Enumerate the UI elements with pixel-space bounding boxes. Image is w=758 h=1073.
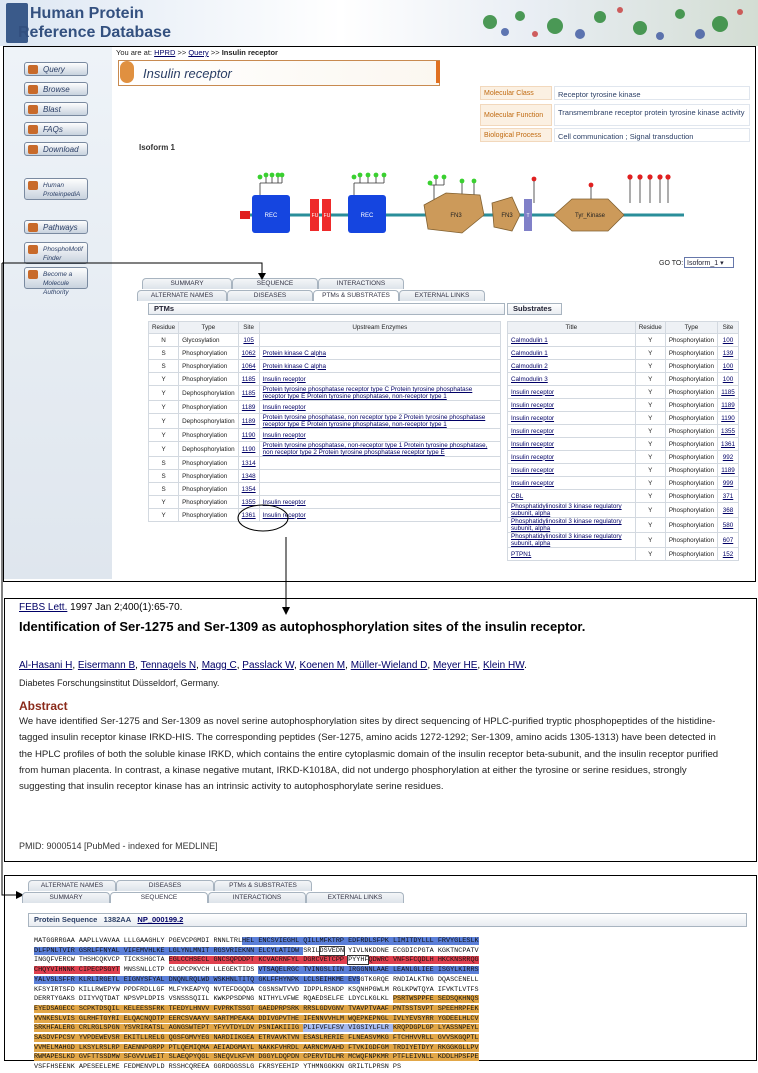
- col-type: Type: [665, 322, 717, 334]
- substrates-table: [507, 321, 739, 561]
- sidebar-item-blast[interactable]: Blast: [24, 102, 88, 116]
- substrate-site-link[interactable]: 100: [722, 362, 734, 370]
- sidebar-item-phosphomotif[interactable]: PhosphoMotif Finder: [24, 242, 88, 264]
- substrate-row: [508, 386, 739, 399]
- tab-external-links[interactable]: EXTERNAL LINKS: [399, 290, 485, 301]
- substrate-site-link[interactable]: 1185: [721, 388, 735, 396]
- biological-process-label: Biological Process: [480, 128, 552, 142]
- substrate-title[interactable]: [508, 477, 636, 490]
- breadcrumb-hprd[interactable]: HPRD: [154, 48, 176, 57]
- substrate-title-link[interactable]: Insulin receptor: [511, 427, 555, 435]
- sequence-line: MATGGRRGAA AAPLLVAVAA LLLGAAGHLY PGEVCPGMDI RNNLTRLHEL ENCSVIEGHL QILLMFKTRP EDFRDLSFPK LIMITDYLLL FRVYGLESLK: [34, 937, 479, 945]
- substrate-site-link[interactable]: 1189: [721, 466, 735, 474]
- breadcrumb-current: Insulin receptor: [221, 48, 278, 57]
- ptm-upstream-enzymes-link[interactable]: Protein tyrosine phosphatase, non-receptor type 1 Protein tyrosine phosphatase, non receptor type 2 Protein tyrosine phosphatase receptor type E: [262, 442, 488, 456]
- substrate-row: [508, 399, 739, 412]
- ptm-site-link[interactable]: 1189: [241, 417, 256, 425]
- substrate-type: Phosphorylation: [665, 533, 717, 548]
- substrate-title[interactable]: [508, 360, 636, 373]
- download-icon: [28, 145, 38, 154]
- sequence-title: Protein Sequence: [34, 915, 98, 924]
- col-site: Site: [717, 322, 738, 334]
- substrate-title[interactable]: [508, 334, 636, 347]
- substrate-site[interactable]: [717, 503, 738, 518]
- substrate-type: Phosphorylation: [665, 451, 717, 464]
- substrate-row: [508, 425, 739, 438]
- substrate-residue: Y: [635, 451, 665, 464]
- substrate-title[interactable]: [508, 412, 636, 425]
- substrate-site-link[interactable]: 100: [722, 336, 734, 344]
- substrate-row: [508, 477, 739, 490]
- substrate-title[interactable]: [508, 373, 636, 386]
- substrate-site[interactable]: [717, 386, 738, 399]
- substrate-row: [508, 518, 739, 533]
- substrate-site-link[interactable]: 152: [722, 550, 734, 558]
- author-link[interactable]: Müller-Wieland D: [350, 660, 428, 671]
- ptm-site-link[interactable]: 1355: [241, 498, 256, 506]
- ptm-upstream-enzymes-link[interactable]: Insulin receptor: [262, 403, 306, 411]
- substrate-title-link[interactable]: PTPN1: [511, 550, 532, 558]
- substrate-site[interactable]: [717, 347, 738, 360]
- author-link[interactable]: Klein HW: [482, 660, 525, 671]
- sidebar-item-pathways[interactable]: Pathways: [24, 220, 88, 234]
- substrate-site[interactable]: [717, 464, 738, 477]
- ptm-residue: Y: [149, 386, 179, 401]
- substrate-row: [508, 347, 739, 360]
- substrate-site-link[interactable]: 371: [722, 492, 734, 500]
- ptm-upstream-enzymes-link[interactable]: Insulin receptor: [262, 498, 306, 506]
- substrate-row: [508, 533, 739, 548]
- citation: FEBS Lett. 1997 Jan 2;400(1):65-70.: [19, 602, 183, 613]
- query-icon: [28, 65, 38, 74]
- substrate-residue: Y: [635, 386, 665, 399]
- pathways-icon: [28, 223, 38, 232]
- substrate-type: Phosphorylation: [665, 477, 717, 490]
- sidebar-item-molecule-authority[interactable]: Become a Molecule Authority: [24, 267, 88, 289]
- substrate-title[interactable]: [508, 490, 636, 503]
- substrate-site[interactable]: [717, 548, 738, 561]
- substrate-title-link[interactable]: Insulin receptor: [511, 479, 555, 487]
- substrate-site[interactable]: [717, 533, 738, 548]
- chevron-down-icon: ▾: [720, 260, 724, 267]
- sequence-line: EYEDSAGECC SCPKTDSQIL KELEESSFRK TFEDYLHNVV FVPRKTSSGT GAEDPRPSRK RRSLGDVGNV TVAVPTVAAF PNTSSTSVPT SPEEHRPFEK: [34, 1004, 479, 1013]
- substrate-title-link[interactable]: Insulin receptor: [511, 440, 555, 448]
- substrate-title[interactable]: [508, 464, 636, 477]
- col-type: Type: [179, 322, 239, 334]
- substrate-title-link[interactable]: Phosphatidylinositol 3 kinase regulatory subunit, alpha: [511, 518, 622, 532]
- annotation-arrows: [0, 255, 300, 620]
- tab-ptms-substrates[interactable]: PTMs & SUBSTRATES: [313, 290, 399, 301]
- substrate-site-link[interactable]: 607: [722, 536, 734, 544]
- title-accent-bar: [436, 61, 440, 83]
- sequence-line: SASDVFPCSV YVPDEWEVSR EKITLLRELG QGSFGMVYEG NARDIIKGEA ETRVAVKTVN ESASLRERIE FLNEASVMKG FTCHHVVRLL GVVSKGQPTL: [34, 1034, 479, 1043]
- author-link[interactable]: Eisermann B: [77, 660, 136, 671]
- logo-text-line2[interactable]: Reference Database: [18, 24, 171, 41]
- substrate-title-link[interactable]: Calmodulin 2: [511, 362, 548, 370]
- substrate-row: [508, 438, 739, 451]
- ptm-residue: Y: [149, 509, 179, 522]
- substrate-title-link[interactable]: Insulin receptor: [511, 466, 555, 474]
- substrate-residue: Y: [635, 347, 665, 360]
- substrate-site-link[interactable]: 368: [722, 506, 734, 514]
- substrate-title-link[interactable]: CBL: [511, 492, 524, 500]
- ptm-site-link[interactable]: 1314: [241, 459, 256, 467]
- substrate-residue: Y: [635, 438, 665, 451]
- ptm-residue: N: [149, 334, 179, 347]
- ptm-site-link[interactable]: 1185: [241, 389, 256, 397]
- article-title: Identification of Ser-1275 and Ser-1309 as autophosphorylation sites of the insulin receptor.: [19, 619, 586, 634]
- substrate-title-link[interactable]: Insulin receptor: [511, 388, 555, 396]
- substrate-title[interactable]: [508, 399, 636, 412]
- tab-sequence-2[interactable]: SEQUENCE: [110, 892, 208, 903]
- ptm-site-link[interactable]: 1062: [241, 349, 256, 357]
- abstract-heading: Abstract: [19, 699, 68, 713]
- ptm-upstream-enzymes-link[interactable]: Insulin receptor: [262, 375, 306, 383]
- tab-ptms-substrates-2[interactable]: PTMs & SUBSTRATES: [214, 880, 312, 891]
- ptm-upstream-enzymes-link[interactable]: Protein kinase C alpha: [262, 349, 326, 357]
- substrate-type: Phosphorylation: [665, 503, 717, 518]
- ptm-type: Phosphorylation: [179, 457, 239, 470]
- ptm-type: Glycosylation: [179, 334, 239, 347]
- domain-fn3-2: FN3: [501, 213, 513, 219]
- substrate-site-link[interactable]: 1190: [721, 414, 735, 422]
- ptm-site-link[interactable]: 1361: [241, 511, 256, 519]
- ptm-residue: Y: [149, 442, 179, 457]
- tab-diseases[interactable]: DISEASES: [227, 290, 313, 301]
- substrate-site[interactable]: [717, 451, 738, 464]
- faq-icon: [28, 125, 38, 134]
- ptm-upstream-enzymes-link[interactable]: Protein tyrosine phosphatase, non receptor type 2 Protein tyrosine phosphatase receptor type E Protein tyrosine phosphatase, non-receptor type 1: [262, 414, 486, 428]
- substrate-site[interactable]: [717, 518, 738, 533]
- tab-external-links-2[interactable]: EXTERNAL LINKS: [306, 892, 404, 903]
- domain-tyr-kinase: Tyr_Kinase: [574, 213, 606, 219]
- domain-rec-1: REC: [264, 213, 278, 219]
- substrate-title-link[interactable]: Calmodulin 1: [511, 336, 548, 344]
- substrate-site[interactable]: [717, 438, 738, 451]
- ptm-upstream-enzymes-link[interactable]: Protein tyrosine phosphatase receptor type C Protein tyrosine phosphatase receptor type E Protein tyrosine phosphatase, non-receptor type 1: [262, 386, 473, 400]
- substrate-residue: Y: [635, 518, 665, 533]
- ptm-type: Dephosphorylation: [179, 442, 239, 457]
- substrate-residue: Y: [635, 477, 665, 490]
- substrate-title-link[interactable]: Phosphatidylinositol 3 kinase regulatory subunit, alpha: [511, 503, 622, 517]
- sequence-line: VVNKESLVIS GLRHFTGYRI ELQACNQDTP EERCSVAAYV SARTMPEAKA DDIVGPVTHE IFENNVVHLM WQEPKEPNGL IVLYEVSYRR YGDEELHLCV: [34, 1014, 479, 1023]
- refseq-accession-link[interactable]: NP_000199.2: [137, 915, 184, 924]
- browse-icon: [28, 85, 38, 94]
- substrate-title[interactable]: [508, 518, 636, 533]
- substrate-row: [508, 503, 739, 518]
- substrate-type: Phosphorylation: [665, 334, 717, 347]
- affiliation: Diabetes Forschungsinstitut Düsseldorf, Germany.: [19, 678, 220, 688]
- substrate-site-link[interactable]: 139: [722, 349, 734, 357]
- author-link[interactable]: Magg C: [201, 660, 237, 671]
- substrate-site-link[interactable]: 992: [722, 453, 734, 461]
- substrate-title[interactable]: [508, 503, 636, 518]
- ptm-type: Dephosphorylation: [179, 414, 239, 429]
- ptm-residue: S: [149, 347, 179, 360]
- ptm-residue: Y: [149, 373, 179, 386]
- substrate-title[interactable]: [508, 386, 636, 399]
- author-link[interactable]: Meyer HE: [432, 660, 478, 671]
- sequence-line: DLFPNLTVIR GSRLFFNYAL VIFEMVHLKE LGLYNLMNIT RGSVRIEKNN ELCYLATIDW SRILDSVEDN YIVLNKDDNE ECGDICPGTA KGKTNCPATV: [34, 946, 479, 955]
- blast-icon: [28, 105, 38, 114]
- domain-rec-2: REC: [360, 213, 374, 219]
- sequence-line: CHQYVIHNNK CIPECPSGYT MNSSNLLCTP CLGPCPKVCH LLEGEKTIDS VTSAQELRGC TVINGSLIIN IRGGNNLAAE LEANLGLIEE ISGYLKIRRS: [34, 966, 479, 975]
- substrate-site-link[interactable]: 1361: [720, 440, 735, 448]
- substrate-site[interactable]: [717, 373, 738, 386]
- molecular-class-label: Molecular Class: [480, 86, 552, 100]
- isoform-select[interactable]: Isoform_1 ▾: [684, 257, 734, 268]
- substrate-type: Phosphorylation: [665, 438, 717, 451]
- ptm-residue: Y: [149, 401, 179, 414]
- col-title: Title: [508, 322, 636, 334]
- substrate-site[interactable]: [717, 360, 738, 373]
- tab-interactions[interactable]: INTERACTIONS: [318, 278, 404, 289]
- ptm-residue: Y: [149, 496, 179, 509]
- breadcrumb-query[interactable]: Query: [188, 48, 209, 57]
- sequence-line: DERRTYGAKS DIIYVQTDAT NPSVPLDPIS VSNSSSQIIL KWKPPSDPNG NITHYLVFWE RQAEDSELFE LDYCLKGLKL PSRTWSPPFE SEDSQKHNQS: [34, 995, 479, 1004]
- substrate-title-link[interactable]: Calmodulin 1: [511, 349, 548, 357]
- substrate-row: [508, 490, 739, 503]
- substrate-title-link[interactable]: Insulin receptor: [511, 453, 555, 461]
- ptm-type: Phosphorylation: [179, 496, 239, 509]
- ptm-type: Phosphorylation: [179, 429, 239, 442]
- substrate-type: Phosphorylation: [665, 347, 717, 360]
- ptm-residue: S: [149, 470, 179, 483]
- ptm-type: Phosphorylation: [179, 373, 239, 386]
- tab-diseases-2[interactable]: DISEASES: [116, 880, 214, 891]
- ptm-site-link[interactable]: 1185: [241, 375, 256, 383]
- ptm-residue: S: [149, 360, 179, 373]
- substrate-type: Phosphorylation: [665, 386, 717, 399]
- ptm-residue: S: [149, 483, 179, 496]
- domain-fu-2: FU: [323, 213, 331, 219]
- phosphomotif-icon: [28, 245, 38, 254]
- substrate-type: Phosphorylation: [665, 548, 717, 561]
- molecular-function-label: Molecular Function: [480, 104, 552, 126]
- substrate-residue: Y: [635, 533, 665, 548]
- substrate-site[interactable]: [717, 425, 738, 438]
- substrate-site-link[interactable]: 1355: [720, 427, 735, 435]
- abstract-body: We have identified Ser-1275 and Ser-1309 as novel serine autophosphorylation sites by direct sequencing of HPLC-purified tryptic phosphopeptides of the histidine-tagged insulin receptor kinase IRKD-HIS. The corresponding peptides (Ser-1275, amino acids 1272-1292; Ser-1309, amino acids 1305-1313) have been detected in the HPLC profiles of both the soluble kinase IRKD, which contains the entire cytoplasmic domain of the insulin receptor beta-subunit, and the insulin receptor purified from human placenta. In contrast, a kinase negative mutant, IRKD-K1018A, did not undergo phosphorylation at either the tyrosine or serine residues, strongly suggesting that insulin receptor kinase has an intrinsic activity to autophosphorylate serine residues.: [19, 716, 719, 793]
- sequence-panel-header: [28, 913, 747, 927]
- substrate-residue: Y: [635, 373, 665, 386]
- substrate-title[interactable]: [508, 438, 636, 451]
- col-residue: Residue: [149, 322, 179, 334]
- tab-interactions-2[interactable]: INTERACTIONS: [208, 892, 306, 903]
- ptm-type: Phosphorylation: [179, 360, 239, 373]
- ptm-upstream-enzymes-link[interactable]: Insulin receptor: [262, 431, 306, 439]
- sidebar-item-download[interactable]: Download: [24, 142, 88, 156]
- substrate-site[interactable]: [717, 412, 738, 425]
- substrate-site-link[interactable]: 100: [722, 375, 734, 383]
- author-link[interactable]: Al-Hasani H: [19, 660, 73, 671]
- substrate-type: Phosphorylation: [665, 412, 717, 425]
- substrate-title-link[interactable]: Calmodulin 3: [511, 375, 548, 383]
- substrate-site-link[interactable]: 999: [722, 479, 734, 487]
- col-residue: Residue: [635, 322, 665, 334]
- ptm-site-link[interactable]: 1190: [241, 431, 256, 439]
- author-link[interactable]: Tennagels N: [140, 660, 197, 671]
- molecular-function-value: Transmembrane receptor protein tyrosine kinase activity: [554, 104, 750, 126]
- col-upstream-enzymes: Upstream Enzymes: [259, 322, 500, 334]
- substrate-residue: Y: [635, 490, 665, 503]
- tab-alternate-names-2[interactable]: ALTERNATE NAMES: [28, 880, 116, 891]
- substrate-residue: Y: [635, 464, 665, 477]
- molecule-title: Insulin receptor: [143, 66, 232, 81]
- substrate-row: [508, 451, 739, 464]
- tab-summary[interactable]: SUMMARY: [142, 278, 232, 289]
- substrate-type: Phosphorylation: [665, 425, 717, 438]
- sequence-line: SRKHFALERG CRLRGLSPGN YSVRIRATSL AGNGSWTEPT YFYVTDYLDV PSNIAKIIIG PLIFVFLFSV VIGSIYLFLR KRQPDGPLGP LYASSNPEYL: [34, 1024, 479, 1033]
- substrate-residue: Y: [635, 412, 665, 425]
- domain-architecture-diagram: [234, 165, 694, 240]
- domain-tm: T: [526, 213, 530, 219]
- sequence-length: 1382AA: [103, 915, 132, 924]
- sequence-line: VVMELMAHGD LKSYLRSLRP EAENNPGRPP PTLQEMIQMA AEIADGMAYL NAKKFVHRDL AARNCMVAHD FTVKIGDFGM TRDIYETDYY RKGGKGLLPV: [34, 1043, 479, 1052]
- ptm-site-link[interactable]: 1189: [241, 403, 256, 411]
- breadcrumb: You are at: HPRD >> Query >> Insulin receptor: [116, 48, 278, 57]
- biological-process-value: Cell communication ; Signal transduction: [554, 128, 750, 142]
- ptm-site-link[interactable]: 1354: [241, 485, 256, 493]
- sidebar-item-query[interactable]: Query: [24, 62, 88, 76]
- sidebar-item-proteinpedia[interactable]: Human ProteinpediA: [24, 178, 88, 200]
- goto-label: GO TO:: [659, 260, 684, 267]
- substrate-title-link[interactable]: Insulin receptor: [511, 401, 555, 409]
- ptm-residue: S: [149, 457, 179, 470]
- substrate-site-link[interactable]: 1189: [721, 401, 735, 409]
- substrate-site[interactable]: [717, 399, 738, 412]
- protein-sequence: [34, 937, 724, 1073]
- substrate-title-link[interactable]: Insulin receptor: [511, 414, 555, 422]
- substrates-panel-header: Substrates: [507, 303, 562, 315]
- ptm-site-link[interactable]: 1190: [241, 445, 256, 453]
- substrate-site[interactable]: [717, 477, 738, 490]
- tab-alternate-names[interactable]: ALTERNATE NAMES: [137, 290, 227, 301]
- substrate-type: Phosphorylation: [665, 373, 717, 386]
- author-list: Al-Hasani H, Eisermann B, Tennagels N, Magg C, Passlack W, Koenen M, Müller-Wieland D, Meyer HE, Klein HW.: [19, 660, 527, 671]
- ptms-panel-header: PTMs: [148, 303, 505, 315]
- substrate-title[interactable]: [508, 451, 636, 464]
- author-link[interactable]: Passlack W: [242, 660, 294, 671]
- journal-link[interactable]: FEBS Lett.: [19, 602, 68, 613]
- substrate-type: Phosphorylation: [665, 518, 717, 533]
- sequence-line: VSFFHSEENK APESEELEME FEDMENVPLD RSSHCQREEA GGRDGGSSLG FKRSYEEHIP YTHMNGGKKN GRILTLPRSN PS: [34, 1063, 402, 1072]
- substrate-title[interactable]: [508, 533, 636, 548]
- domain-fu-1: FU: [311, 213, 319, 219]
- substrate-row: [508, 548, 739, 561]
- col-site: Site: [238, 322, 259, 334]
- ptm-type: Phosphorylation: [179, 401, 239, 414]
- substrate-site-link[interactable]: 580: [722, 521, 734, 529]
- ptm-site-link[interactable]: 1348: [241, 472, 256, 480]
- pmid: PMID: 9000514 [PubMed - indexed for MEDLINE]: [19, 841, 218, 851]
- substrate-site[interactable]: [717, 490, 738, 503]
- substrate-residue: Y: [635, 548, 665, 561]
- sequence-line: KFSYIRTSFD KILLRWEPYW PPDFRDLLGF MLFYKEAPYQ NVTEFDGQDA CGSNSWTVVD IDPPLRSNDP KSQNHPGWLM RGLKPWTQYA IFVKTLVTFS: [34, 985, 479, 994]
- substrate-type: Phosphorylation: [665, 490, 717, 503]
- substrate-type: Phosphorylation: [665, 360, 717, 373]
- ptm-residue: Y: [149, 429, 179, 442]
- substrate-title-link[interactable]: Phosphatidylinositol 3 kinase regulatory subunit, alpha: [511, 533, 622, 547]
- logo-text-line1[interactable]: Human Protein: [30, 5, 144, 22]
- substrate-type: Phosphorylation: [665, 464, 717, 477]
- substrate-title[interactable]: [508, 548, 636, 561]
- ptm-upstream-enzymes-link[interactable]: Protein kinase C alpha: [262, 362, 326, 370]
- ptm-type: Phosphorylation: [179, 347, 239, 360]
- ptm-type: Phosphorylation: [179, 470, 239, 483]
- domain-fn3-1: FN3: [450, 213, 462, 219]
- substrate-type: Phosphorylation: [665, 399, 717, 412]
- ptm-type: Phosphorylation: [179, 483, 239, 496]
- sequence-line: INGQFVERCW THSHCQKVCP TICKSHGCTA EGLCCHSECL GNCSQPDDPT KCVACRNFYL DGRCVETCPP PYYHFQDWRC VNFSFCQDLH HKCKNSRRQG: [34, 956, 479, 965]
- substrate-residue: Y: [635, 360, 665, 373]
- ptm-upstream-enzymes-link[interactable]: Insulin receptor: [262, 511, 306, 519]
- substrate-title[interactable]: [508, 425, 636, 438]
- ptm-site-link[interactable]: 105: [243, 336, 254, 344]
- substrate-residue: Y: [635, 503, 665, 518]
- substrate-row: [508, 464, 739, 477]
- molecule-banner-graphic: [460, 2, 755, 44]
- substrate-title[interactable]: [508, 347, 636, 360]
- substrate-residue: Y: [635, 399, 665, 412]
- molecular-class-value: Receptor tyrosine kinase: [554, 86, 750, 100]
- substrate-residue: Y: [635, 425, 665, 438]
- sequence-line: YALVSLSFFR KLRLIRGETL EIGNYSFYAL DNQNLRQLWD WSKHNLTITQ GKLFFHYNPK LCLSEIHKME EVSGTKGRQE RNDIALKTNG DQASCENELL: [34, 975, 479, 984]
- sidebar-item-faqs[interactable]: FAQs: [24, 122, 88, 136]
- substrate-row: [508, 334, 739, 347]
- proteinpedia-icon: [28, 181, 38, 190]
- ptm-type: Dephosphorylation: [179, 386, 239, 401]
- substrate-row: [508, 412, 739, 425]
- molecule-info-icon: [120, 61, 134, 83]
- tab-sequence[interactable]: SEQUENCE: [232, 278, 318, 289]
- ptm-residue: Y: [149, 414, 179, 429]
- isoform-label: Isoform 1: [139, 143, 176, 152]
- substrate-row: [508, 360, 739, 373]
- sequence-line: RWMAPESLKD GVFTTSSDMW SFGVVLWEIT SLAEQPYQGL SNEQVLKFVM DGGYLDQPDN CPERVTDLMR MCWQFNPKMR PTFLEIVNLL KDDLHPSFPE: [34, 1053, 479, 1062]
- substrate-residue: Y: [635, 334, 665, 347]
- author-link[interactable]: Koenen M: [299, 660, 346, 671]
- sidebar-item-browse[interactable]: Browse: [24, 82, 88, 96]
- tab-summary-2[interactable]: SUMMARY: [22, 892, 110, 903]
- ptm-site-link[interactable]: 1064: [241, 362, 256, 370]
- substrate-row: [508, 373, 739, 386]
- ptm-type: Phosphorylation: [179, 509, 239, 522]
- substrate-site[interactable]: [717, 334, 738, 347]
